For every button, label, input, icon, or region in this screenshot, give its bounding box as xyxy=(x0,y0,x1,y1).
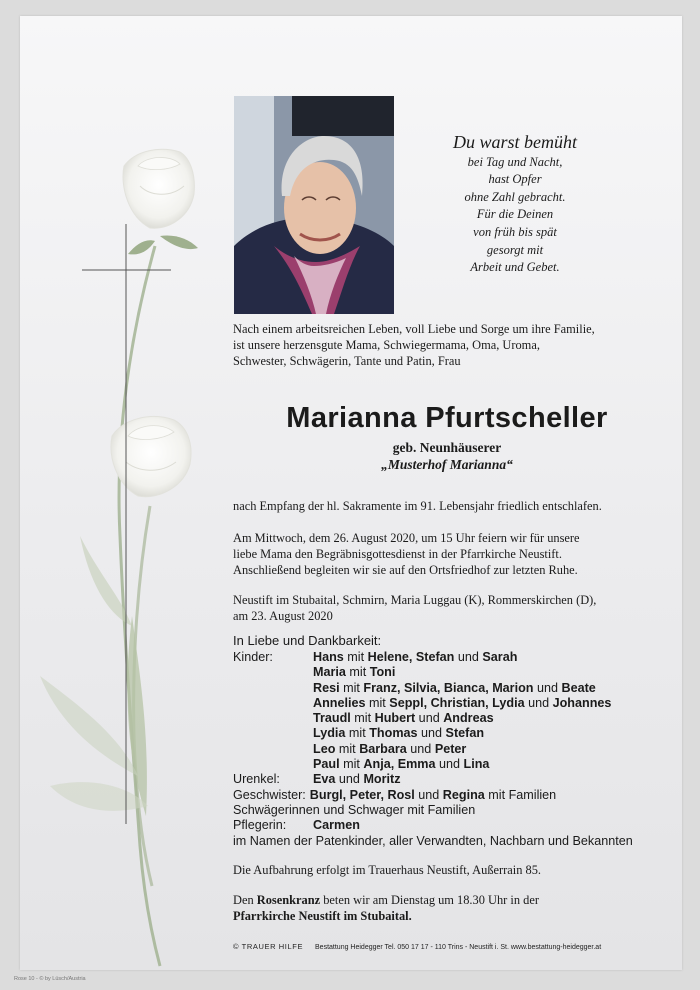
bold-name: Toni xyxy=(369,665,396,680)
bold-name: Moritz xyxy=(363,772,401,787)
bold-name: Pfarrkirche Neustift im Stubaital. xyxy=(233,908,412,923)
credit-text: Rose 10 - © by Lüsch/Austria xyxy=(14,976,86,982)
namen-line: im Namen der Patenkinder, aller Verwandten, Nachbarn und Bekannten xyxy=(233,833,633,848)
kinder-line xyxy=(313,650,517,665)
love-heading: In Liebe und Dankbarkeit: xyxy=(233,633,382,648)
text-segment: mit xyxy=(335,741,360,756)
bold-name: Regina xyxy=(442,787,485,802)
bold-name: Beate xyxy=(561,680,596,695)
sacrament-text: nach Empfang der hl. Sakramente im 91. Lebensjahr friedlich entschlafen. xyxy=(233,499,602,513)
poem-line-2: bei Tag und Nacht, xyxy=(467,154,563,169)
bold-name: Hans xyxy=(313,650,344,664)
text-segment: und xyxy=(414,787,443,802)
intro-line-2: ist unsere herzensgute Mama, Schwiegermama, Oma, Uroma, xyxy=(233,337,540,352)
place-date xyxy=(233,593,661,625)
portrait-photo xyxy=(234,96,394,314)
rosenkranz-paragraph xyxy=(233,893,661,925)
kinder-row xyxy=(233,696,673,711)
funeral-line-1: Am Mittwoch, dem 26. August 2020, um 15 Uhr feiern wir für unsere xyxy=(233,531,580,545)
bold-name: Carmen xyxy=(313,818,360,833)
text-segment: mit xyxy=(339,680,364,695)
kinder-line xyxy=(313,757,489,772)
text-segment: mit xyxy=(345,726,370,741)
text-segment: mit xyxy=(365,695,390,710)
text-segment: und xyxy=(435,757,464,772)
poem-line-3: hast Opfer xyxy=(488,172,542,187)
text-segment: mit xyxy=(345,665,370,680)
bold-name: Hubert xyxy=(374,711,416,726)
intro-line-3: Schwester, Schwägerin, Tante und Patin, Frau xyxy=(233,353,461,368)
poem-line-6: von früh bis spät xyxy=(473,224,557,239)
nickname: „Musterhof Marianna“ xyxy=(381,457,513,472)
geschwister-line xyxy=(310,788,556,803)
birth-name: geb. Neunhäuserer xyxy=(392,440,502,455)
text-segment: und xyxy=(417,726,446,741)
poem xyxy=(425,134,605,277)
text-segment: und xyxy=(524,695,553,710)
kinder-line xyxy=(313,726,484,741)
kinder-row xyxy=(233,650,673,665)
urenkel-row xyxy=(233,772,673,787)
text-segment: beten wir am Dienstag um 18.30 Uhr in der xyxy=(320,893,539,907)
bold-name: Lina xyxy=(463,757,490,772)
bold-name: Helene, Stefan xyxy=(367,650,455,664)
kinder-line xyxy=(313,711,494,726)
text-segment: und xyxy=(415,711,444,726)
bold-name: Annelies xyxy=(313,695,366,710)
kinder-row xyxy=(233,665,673,680)
pflegerin-row xyxy=(233,818,673,833)
bold-name: Leo xyxy=(313,741,336,756)
text-segment: und xyxy=(533,680,562,695)
funeral-line-3: Anschließend begleiten wir sie auf den Ortsfriedhof zur letzten Ruhe. xyxy=(233,562,578,577)
bold-name: Peter xyxy=(434,741,467,756)
bold-name: Sarah xyxy=(482,650,518,664)
poem-line-4: ohne Zahl gebracht. xyxy=(464,189,566,204)
geschwister-label: Geschwister: xyxy=(233,787,306,802)
rosenkranz-line-1 xyxy=(233,893,661,909)
bold-name: Eva xyxy=(313,772,336,787)
kinder-row xyxy=(233,681,673,696)
bold-name: Lydia xyxy=(313,726,346,741)
aufbahrung-text: Die Aufbahrung erfolgt im Trauerhaus Neustift, Außerrain 85. xyxy=(233,863,541,877)
pflegerin-line xyxy=(313,818,360,833)
bold-name: Burgl, Peter, Rosl xyxy=(309,787,415,802)
intro-paragraph xyxy=(233,322,661,369)
obituary-card xyxy=(20,16,682,970)
funeral-line-2: liebe Mama den Begräbnisgottesdienst in der Pfarrkirche Neustift. xyxy=(233,546,562,561)
text-segment: mit xyxy=(350,711,375,726)
place-line-2: am 23. August 2020 xyxy=(233,608,333,623)
kinder-row xyxy=(233,711,673,726)
kinder-row xyxy=(233,742,673,757)
text-segment: und xyxy=(406,741,435,756)
bold-name: Traudl xyxy=(313,711,351,726)
bold-name: Resi xyxy=(313,680,340,695)
kinder-line xyxy=(313,681,596,696)
poem-line-8: Arbeit und Gebet. xyxy=(470,260,560,275)
poem-line-7: gesorgt mit xyxy=(486,242,544,257)
bold-name: Thomas xyxy=(369,726,418,741)
kinder-row xyxy=(233,726,673,741)
urenkel-line xyxy=(313,772,401,787)
pflegerin-label: Pflegerin: xyxy=(233,818,287,833)
poem-line-5: Für die Deinen xyxy=(476,207,554,222)
geschwister-row xyxy=(233,788,673,803)
rose-cross-decoration xyxy=(20,16,250,976)
rosenkranz-line-2 xyxy=(233,909,661,925)
poem-line-1: Du warst bemüht xyxy=(452,132,577,152)
place-line-1: Neustift im Stubaital, Schmirn, Maria Luggau (K), Rommerskirchen (D), xyxy=(233,593,597,607)
bold-name: Stefan xyxy=(445,726,485,741)
funeral-paragraph xyxy=(233,531,661,578)
text-segment: und xyxy=(335,772,364,787)
bold-name: Seppl, Christian, Lydia xyxy=(389,695,525,710)
bold-name: Johannes xyxy=(552,695,612,710)
bold-name: Rosenkranz xyxy=(256,893,321,907)
text-segment: mit xyxy=(339,757,364,772)
bold-name: Andreas xyxy=(443,711,494,726)
text-segment: und xyxy=(454,650,483,664)
urenkel-label: Urenkel: xyxy=(233,772,280,787)
family-list xyxy=(233,650,673,849)
kinder-line xyxy=(313,742,466,757)
bold-name: Franz, Silvia, Bianca, Marion xyxy=(363,680,534,695)
text-segment: mit xyxy=(343,650,368,664)
deceased-name: Marianna Pfurtscheller xyxy=(286,402,608,434)
bold-name: Maria xyxy=(313,665,346,680)
footer-text: Bestattung Heidegger Tel. 050 17 17 - 110 Trins - Neustift i. St. www.bestattung-heidegger.at xyxy=(315,944,602,951)
text-segment: mit Familien xyxy=(484,787,557,802)
kinder-line xyxy=(313,665,395,680)
intro-line-1: Nach einem arbeitsreichen Leben, voll Liebe und Sorge um ihre Familie, xyxy=(233,322,595,336)
schwaegerinnen-line: Schwägerinnen und Schwager mit Familien xyxy=(233,802,476,817)
footer xyxy=(233,942,673,951)
trauer-hilfe-logo: © TRAUER HILFE xyxy=(233,942,304,951)
bold-name: Paul xyxy=(313,757,340,772)
kinder-label: Kinder: xyxy=(233,650,273,664)
text-segment: Den xyxy=(233,893,257,907)
bold-name: Barbara xyxy=(359,741,407,756)
bold-name: Anja, Emma xyxy=(363,757,436,772)
kinder-line xyxy=(313,696,611,711)
kinder-row xyxy=(233,757,673,772)
